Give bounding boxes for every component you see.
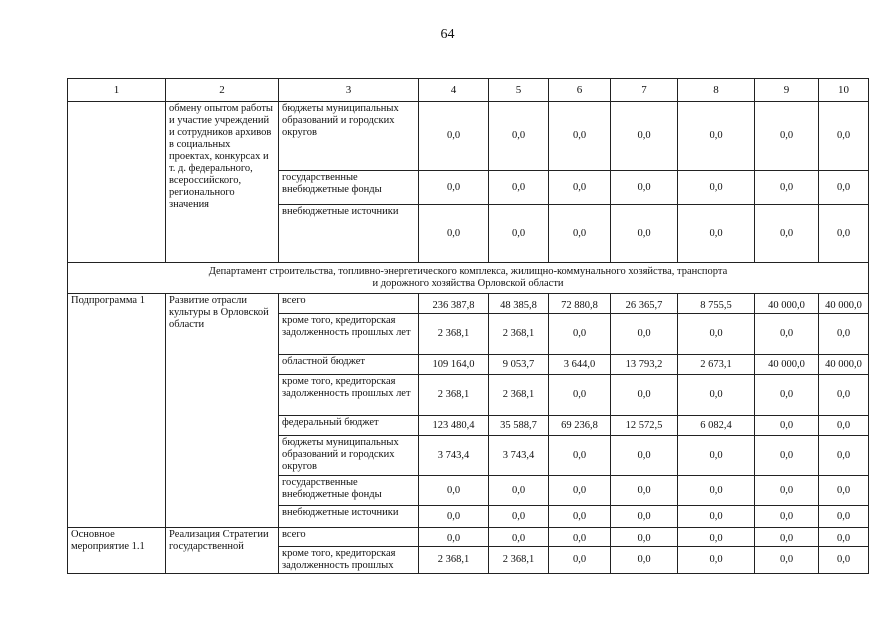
value-cell: 0,0 [549,436,611,476]
value-cell: 0,0 [678,171,755,205]
funding-source-cell: государственные внебюджетные фонды [279,476,419,506]
value-cell: 0,0 [419,476,489,506]
value-cell: 0,0 [755,314,819,355]
funding-source-cell: всего [279,294,419,314]
budget-table [67,78,869,574]
value-cell: 2 368,1 [419,547,489,574]
value-cell: 0,0 [611,171,678,205]
value-cell: 8 755,5 [678,294,755,314]
value-cell: 0,0 [489,171,549,205]
value-cell: 0,0 [549,375,611,416]
program-name-cell [68,102,166,263]
value-cell: 40 000,0 [755,294,819,314]
value-cell: 0,0 [755,416,819,436]
program-name-cell: Основное мероприятие 1.1 [68,528,166,574]
value-cell: 0,0 [611,476,678,506]
value-cell: 0,0 [611,375,678,416]
column-header: 8 [678,79,755,102]
value-cell: 2 368,1 [419,314,489,355]
value-cell: 236 387,8 [419,294,489,314]
column-header: 7 [611,79,678,102]
value-cell: 123 480,4 [419,416,489,436]
table-row [68,102,869,171]
value-cell: 0,0 [819,102,869,171]
value-cell: 0,0 [755,547,819,574]
value-cell: 0,0 [419,506,489,528]
value-cell: 40 000,0 [819,294,869,314]
value-cell: 40 000,0 [819,355,869,375]
funding-source-cell: кроме того, кредиторская задолженность прошлых лет [279,375,419,416]
column-header: 2 [166,79,279,102]
value-cell: 0,0 [755,476,819,506]
program-name-cell: Подпрограмма 1 [68,294,166,528]
table-row [68,294,869,314]
value-cell: 0,0 [678,205,755,263]
value-cell: 40 000,0 [755,355,819,375]
value-cell: 9 053,7 [489,355,549,375]
value-cell: 0,0 [678,547,755,574]
value-cell: 0,0 [819,205,869,263]
value-cell: 0,0 [755,375,819,416]
value-cell: 109 164,0 [419,355,489,375]
table-body [68,79,869,574]
column-header: 10 [819,79,869,102]
funding-source-cell: внебюджетные источники [279,506,419,528]
value-cell: 0,0 [678,102,755,171]
value-cell: 72 880,8 [549,294,611,314]
column-header: 9 [755,79,819,102]
value-cell: 2 368,1 [419,375,489,416]
funding-source-cell: бюджеты муниципальных образований и городских округов [279,436,419,476]
funding-source-cell: всего [279,528,419,547]
funding-source-cell: областной бюджет [279,355,419,375]
value-cell: 0,0 [819,314,869,355]
value-cell: 0,0 [755,102,819,171]
value-cell: 48 385,8 [489,294,549,314]
value-cell: 0,0 [549,314,611,355]
value-cell: 0,0 [489,476,549,506]
value-cell: 0,0 [755,436,819,476]
value-cell: 3 644,0 [549,355,611,375]
value-cell: 0,0 [489,506,549,528]
value-cell: 35 588,7 [489,416,549,436]
column-header: 3 [279,79,419,102]
value-cell: 0,0 [549,506,611,528]
header-row [68,79,869,102]
column-header: 4 [419,79,489,102]
value-cell: 0,0 [819,416,869,436]
value-cell: 0,0 [611,102,678,171]
value-cell: 0,0 [755,171,819,205]
value-cell: 0,0 [549,205,611,263]
funding-source-cell: федеральный бюджет [279,416,419,436]
value-cell: 6 082,4 [678,416,755,436]
program-title-cell: Реализация Стратегии государственной [166,528,279,574]
value-cell: 0,0 [549,476,611,506]
value-cell: 0,0 [549,102,611,171]
value-cell: 3 743,4 [489,436,549,476]
value-cell: 12 572,5 [611,416,678,436]
value-cell: 0,0 [489,102,549,171]
value-cell: 0,0 [611,506,678,528]
value-cell: 0,0 [611,205,678,263]
funding-source-cell: кроме того, кредиторская задолженность прошлых [279,547,419,574]
value-cell: 0,0 [489,205,549,263]
department-heading [68,263,869,294]
department-line: Департамент строительства, топливно-энергетического комплекса, жилищно-коммунального хозяйства, транспорта [208,266,728,277]
funding-source-cell: внебюджетные источники [279,205,419,263]
value-cell: 13 793,2 [611,355,678,375]
program-title-cell: Развитие отрасли культуры в Орловской области [166,294,279,528]
value-cell: 0,0 [678,436,755,476]
value-cell: 0,0 [611,436,678,476]
column-header: 1 [68,79,166,102]
value-cell: 0,0 [489,528,549,547]
program-title-cell: обмену опытом работы и участие учреждений и сотрудников архивов в социальных проектах, конкурсах и т. д. федерального, всероссийского, регионального значения [166,102,279,263]
page-number: 64 [440,27,455,42]
value-cell: 0,0 [678,476,755,506]
value-cell: 0,0 [755,528,819,547]
funding-source-cell: бюджеты муниципальных образований и городских округов [279,102,419,171]
value-cell: 0,0 [678,375,755,416]
department-line: и дорожного хозяйства Орловской области [372,278,564,289]
value-cell: 0,0 [419,102,489,171]
column-header: 6 [549,79,611,102]
funding-source-cell: государственные внебюджетные фонды [279,171,419,205]
value-cell: 0,0 [419,171,489,205]
value-cell: 0,0 [819,528,869,547]
value-cell: 0,0 [611,528,678,547]
table-row [68,528,869,547]
value-cell: 0,0 [819,547,869,574]
value-cell: 0,0 [755,205,819,263]
value-cell: 0,0 [755,506,819,528]
value-cell: 26 365,7 [611,294,678,314]
value-cell: 0,0 [678,314,755,355]
value-cell: 0,0 [819,506,869,528]
value-cell: 2 368,1 [489,547,549,574]
value-cell: 0,0 [549,547,611,574]
value-cell: 69 236,8 [549,416,611,436]
value-cell: 0,0 [611,314,678,355]
value-cell: 0,0 [611,547,678,574]
column-header: 5 [489,79,549,102]
value-cell: 2 368,1 [489,314,549,355]
value-cell: 0,0 [549,171,611,205]
department-row [68,263,869,294]
value-cell: 2 368,1 [489,375,549,416]
value-cell: 0,0 [678,506,755,528]
value-cell: 0,0 [419,205,489,263]
funding-source-cell: кроме того, кредиторская задолженность прошлых лет [279,314,419,355]
value-cell: 0,0 [819,436,869,476]
value-cell: 0,0 [819,171,869,205]
value-cell: 0,0 [678,528,755,547]
value-cell: 2 673,1 [678,355,755,375]
value-cell: 0,0 [419,528,489,547]
value-cell: 0,0 [819,476,869,506]
value-cell: 0,0 [549,528,611,547]
value-cell: 3 743,4 [419,436,489,476]
value-cell: 0,0 [819,375,869,416]
